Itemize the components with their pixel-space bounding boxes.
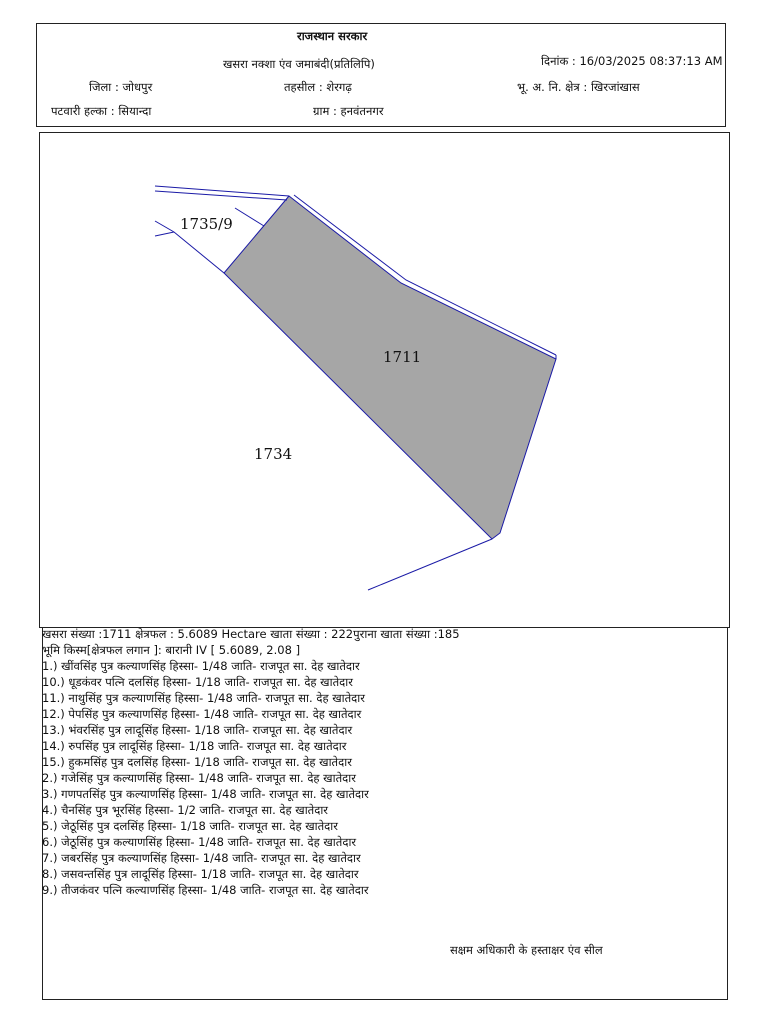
owner-row: 11.) नाथुसिंह पुत्र कल्याणसिंह हिस्सा- 1/48 जाति- राजपूत सा. देह खातेदार xyxy=(42,691,365,705)
owner-row: 7.) जबरसिंह पुत्र कल्याणसिंह हिस्सा- 1/48 जाति- राजपूत सा. देह खातेदार xyxy=(42,851,361,865)
owner-row: 9.) तीजकंवर पत्नि कल्याणसिंह हिस्सा- 1/48 जाति- राजपूत सा. देह खातेदार xyxy=(42,883,369,897)
patwari-field: पटवारी हल्का : सियान्दा xyxy=(51,104,152,118)
header-subtitle: खसरा नक्शा एंव जमाबंदी(प्रतिलिपि) xyxy=(223,57,375,71)
tehsil-field: तहसील : शेरगढ़ xyxy=(284,80,352,94)
header-date: दिनांक : 16/03/2025 08:37:13 AM xyxy=(541,54,723,68)
owner-row: 2.) गजेसिंह पुत्र कल्याणसिंह हिस्सा- 1/48 जाति- राजपूत सा. देह खातेदार xyxy=(42,771,356,785)
land-type: भूमि किस्म[क्षेत्रफल लगान ]: बारानी IV [ 5.6089, 2.08 ] xyxy=(42,643,301,657)
header-title: राजस्थान सरकार xyxy=(297,29,368,43)
owner-row: 6.) जेठूसिंह पुत्र कल्याणसिंह हिस्सा- 1/48 जाति- राजपूत सा. देह खातेदार xyxy=(42,835,357,849)
owner-row: 1.) खींवसिंह पुत्र कल्याणसिंह हिस्सा- 1/48 जाति- राजपूत सा. देह खातेदार xyxy=(42,659,360,673)
parcel-label-1711: 1711 xyxy=(383,348,422,366)
owner-row: 12.) पेपसिंह पुत्र कल्याणसिंह हिस्सा- 1/48 जाति- राजपूत सा. देह खातेदार xyxy=(42,707,362,721)
record-lines xyxy=(42,626,722,898)
parcel-label-1734: 1734 xyxy=(254,445,293,463)
owner-row: 3.) गणपतसिंह पुत्र कल्याणसिंह हिस्सा- 1/48 जाति- राजपूत सा. देह खातेदार xyxy=(42,787,369,801)
gram-field: ग्राम : हनवंतनगर xyxy=(313,104,384,118)
owner-row: 10.) धूडकंवर पत्नि दलसिंह हिस्सा- 1/18 जाति- राजपूत सा. देह खातेदार xyxy=(42,675,353,689)
khasra-summary: खसरा संख्या :1711 क्षेत्रफल : 5.6089 Hectare खाता संख्या : 222पुराना खाता संख्या :185 xyxy=(42,627,460,641)
owner-row: 15.) हुकमसिंह पुत्र दलसिंह हिस्सा- 1/18 जाति- राजपूत सा. देह खातेदार xyxy=(42,755,352,769)
map-svg xyxy=(40,133,731,629)
parcel-1711-shape xyxy=(224,196,556,539)
khasra-map xyxy=(39,132,730,628)
owner-row: 13.) भंवरसिंह पुत्र लादूसिंह हिस्सा- 1/18 जाति- राजपूत सा. देह खातेदार xyxy=(42,723,353,737)
owner-row: 8.) जसवन्तसिंह पुत्र लादूसिंह हिस्सा- 1/18 जाति- राजपूत सा. देह खातेदार xyxy=(42,867,359,881)
bhu-kshetra-field: भू. अ. नि. क्षेत्र : खिरजांखास xyxy=(517,80,640,94)
owner-row: 5.) जेठूसिंह पुत्र दलसिंह हिस्सा- 1/18 जाति- राजपूत सा. देह खातेदार xyxy=(42,819,338,833)
owner-row: 4.) चैनसिंह पुत्र भूरसिंह हिस्सा- 1/2 जाति- राजपूत सा. देह खातेदार xyxy=(42,803,329,817)
parcel-label-1735-9: 1735/9 xyxy=(180,215,233,233)
owner-row: 14.) रुपसिंह पुत्र लादूसिंह हिस्सा- 1/18 जाति- राजपूत सा. देह खातेदार xyxy=(42,739,347,753)
header-box xyxy=(36,23,726,127)
district-field: जिला : जोधपुर xyxy=(89,80,153,94)
signature-label: सक्षम अधिकारी के हस्ताक्षर एंव सील xyxy=(450,943,603,957)
